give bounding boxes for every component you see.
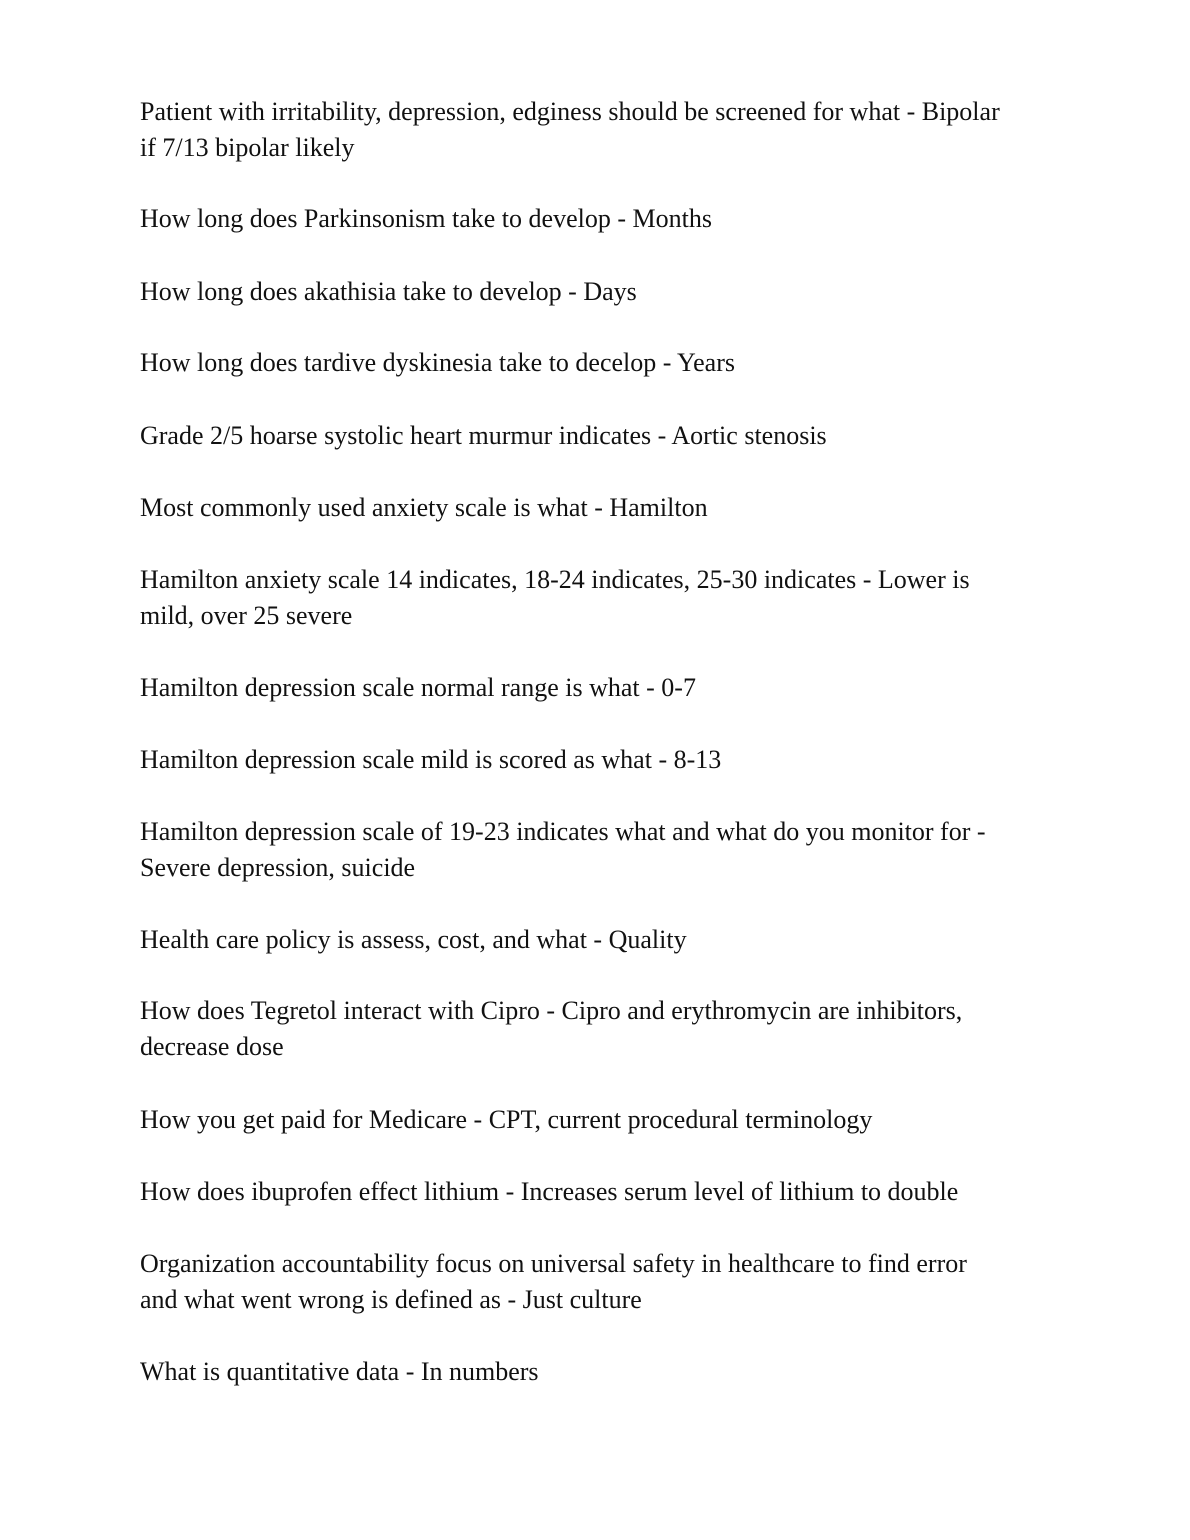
qa-item-heart-murmur: Grade 2/5 hoarse systolic heart murmur indicates - Aortic stenosis xyxy=(140,421,827,450)
qa-item-just-culture: Organization accountability focus on universal safety in healthcare to find error and what went wrong is defined as - Just culture xyxy=(140,1249,967,1314)
qa-item-medicare-payment: How you get paid for Medicare - CPT, current procedural terminology xyxy=(140,1105,873,1134)
qa-item-tegretol-cipro: How does Tegretol interact with Cipro - Cipro and erythromycin are inhibitors, decrease dose xyxy=(140,996,963,1061)
qa-item-tardive-dyskinesia: How long does tardive dyskinesia take to decelop - Years xyxy=(140,348,735,377)
qa-item-parkinsonism: How long does Parkinsonism take to develop - Months xyxy=(140,204,712,233)
qa-item-bipolar-screening: Patient with irritability, depression, edginess should be screened for what - Bipolar if 7/13 bipolar likely xyxy=(140,97,1000,162)
qa-item-akathisia: How long does akathisia take to develop - Days xyxy=(140,277,637,306)
qa-item-hamilton-anxiety-ranges: Hamilton anxiety scale 14 indicates, 18-24 indicates, 25-30 indicates - Lower is mild, over 25 severe xyxy=(140,565,970,630)
qa-item-hamilton-depression-normal: Hamilton depression scale normal range is what - 0-7 xyxy=(140,673,696,702)
qa-item-hamilton-depression-severe: Hamilton depression scale of 19-23 indicates what and what do you monitor for - Severe depression, suicide xyxy=(140,817,986,882)
qa-item-hamilton-depression-mild: Hamilton depression scale mild is scored as what - 8-13 xyxy=(140,745,722,774)
qa-item-ibuprofen-lithium: How does ibuprofen effect lithium - Increases serum level of lithium to double xyxy=(140,1177,959,1206)
qa-item-health-care-policy: Health care policy is assess, cost, and what - Quality xyxy=(140,925,687,954)
qa-item-anxiety-scale: Most commonly used anxiety scale is what - Hamilton xyxy=(140,493,708,522)
qa-item-quantitative-data: What is quantitative data - In numbers xyxy=(140,1357,539,1386)
